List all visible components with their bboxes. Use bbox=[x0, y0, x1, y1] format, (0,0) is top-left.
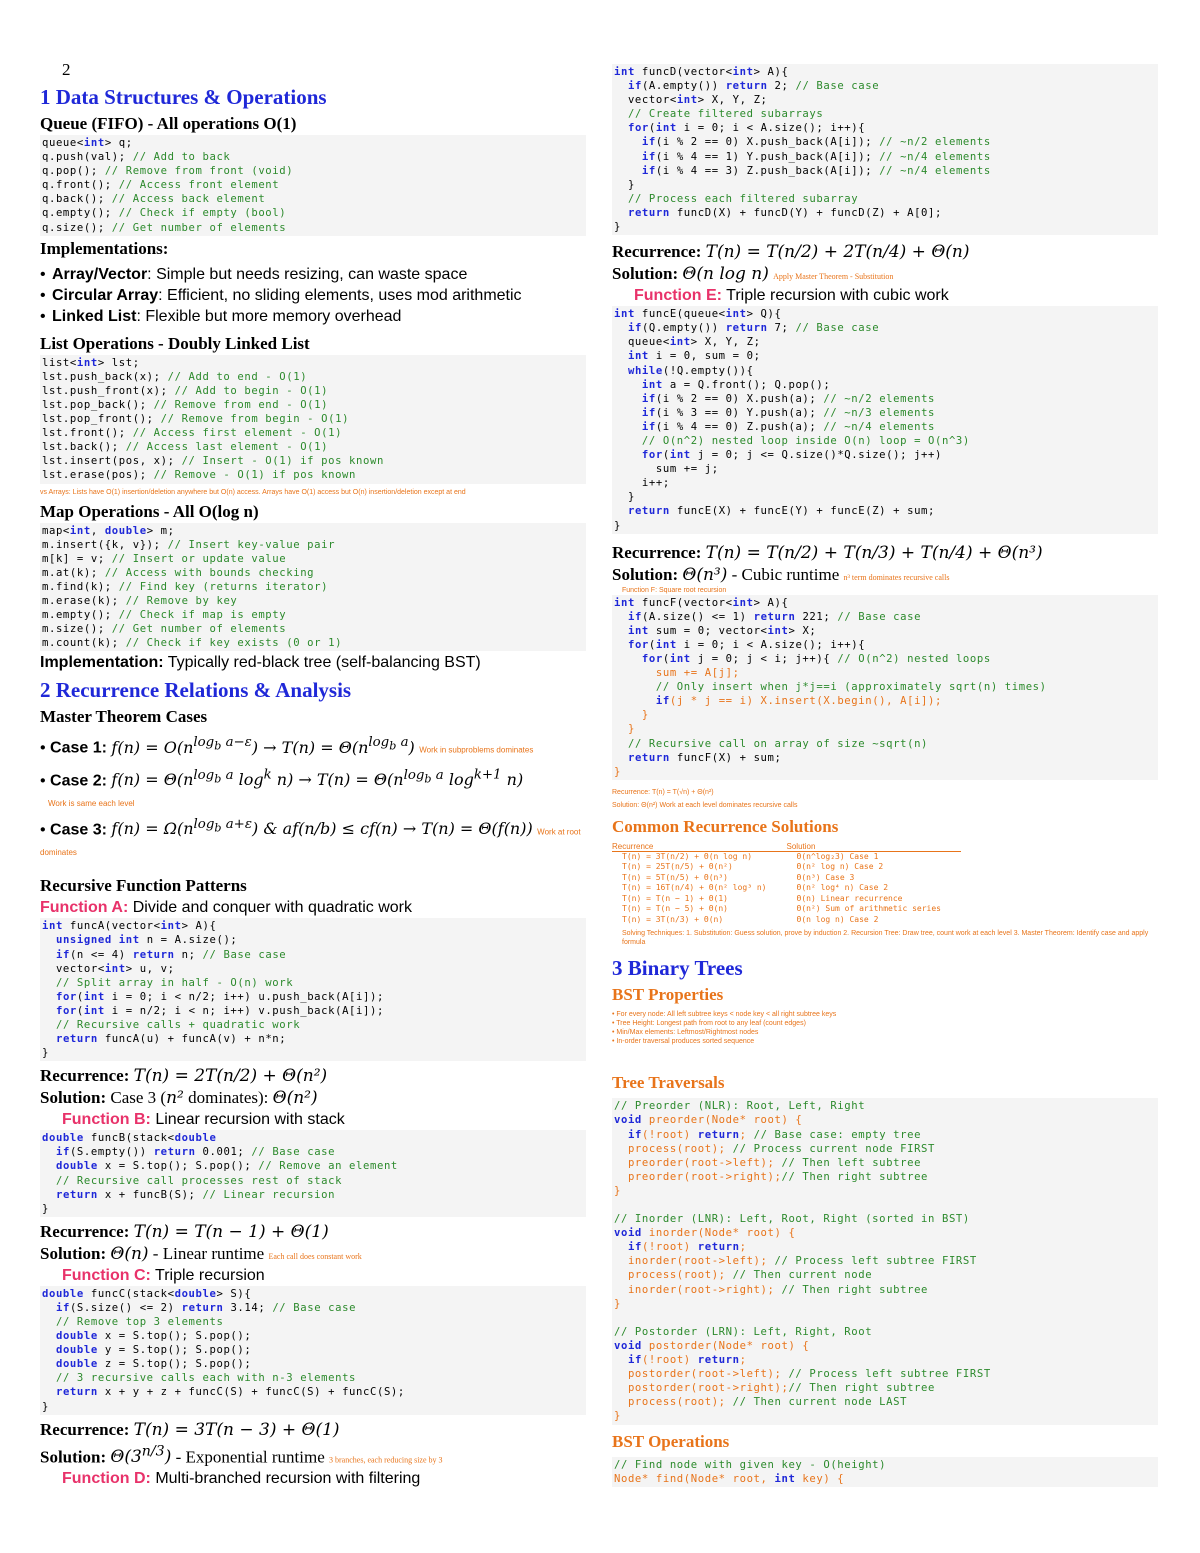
code-line: double funcC(stack<double> S){ bbox=[42, 1287, 252, 1300]
code-line: unsigned int n = A.size(); bbox=[55, 934, 238, 947]
table-header: Solution bbox=[787, 842, 962, 852]
code-line: q.front(); // Access front element bbox=[42, 179, 280, 192]
code-line: } bbox=[614, 1184, 621, 1197]
code-line: lst.back(); // Access last element - O(1) bbox=[42, 441, 329, 454]
list-vs-array-note: vs Arrays: Lists have O(1) insertion/deletion anywhere but O(n) access. Arrays have O(1) access but O(n) insertion/deletion except at end bbox=[40, 488, 466, 496]
fb-note: Each call does constant work bbox=[268, 1251, 362, 1261]
code-line: if(i % 4 == 3) Z.push_back(A[i]); // ~n/4 elements bbox=[641, 164, 991, 177]
code-line: } bbox=[627, 723, 635, 736]
code-line: inorder(root->right); // Then right subtree bbox=[614, 1283, 929, 1296]
code-line: } bbox=[614, 1297, 621, 1310]
map-ops-heading: Map Operations - All O(log n) bbox=[40, 501, 259, 521]
code-line: m[k] = v; // Insert or update value bbox=[42, 552, 287, 565]
tree-traversals-heading: Tree Traversals bbox=[612, 1073, 725, 1093]
code-line: } bbox=[614, 491, 635, 504]
code-line: int funcA(vector<int> A){ bbox=[42, 920, 217, 933]
code-line: return x + y + z + funcC(S) + funcC(S) + funcC(S); bbox=[55, 1386, 405, 1399]
code-line: // Postorder (LRN): Left, Right, Root bbox=[614, 1325, 873, 1338]
function-a-recurrence: Recurrence: T(n) = 2T(n/2) + Θ(n²) bbox=[40, 1066, 328, 1087]
code-line: for(int i = 0; i < n/2; i++) u.push_back(A[i]); bbox=[55, 990, 384, 1003]
code-line: m.empty(); // Check if map is empty bbox=[42, 609, 287, 622]
table-row: T(n) = 5T(n/5) + Θ(n³) Θ(n³) Case 3 bbox=[622, 872, 855, 882]
recurrence-label: Recurrence: bbox=[612, 242, 702, 262]
code-line: return funcA(u) + funcA(v) + n*n; bbox=[55, 1033, 287, 1046]
code-line: if(i % 4 == 1) Y.push_back(A[i]); // ~n/4 elements bbox=[641, 150, 991, 163]
code-line: vector<int> X, Y, Z; bbox=[614, 94, 768, 107]
bst-operations-heading: BST Operations bbox=[612, 1431, 730, 1451]
code-line: // Create filtered subarrays bbox=[627, 108, 824, 121]
list-item: • For every node: All left subtree keys < node key < all right subtree keys bbox=[612, 1011, 837, 1019]
code-line: int i = 0, sum = 0; bbox=[627, 350, 761, 363]
code-line: double x = S.top(); S.pop(); bbox=[55, 1330, 252, 1343]
case-3-label: Case 3: bbox=[50, 821, 107, 839]
recurrence-label: Recurrence: bbox=[612, 542, 702, 562]
common-recurrences-heading: Common Recurrence Solutions bbox=[612, 816, 839, 836]
code-line: // Inorder (LNR): Left, Root, Right (sorted in BST) bbox=[614, 1213, 970, 1226]
case-2: • Case 2: $f(n) = \Theta(n^{log_b a}$ $\log^k n) \to T(n) = \Theta(n^{log_b a}$ $\log^{k+1} n$) Work is same each level bbox=[40, 767, 524, 808]
list-item: • Tree Height: Longest path from root to any leaf (count edges) bbox=[612, 1020, 806, 1028]
code-line: q.size(); // Get number of elements bbox=[42, 221, 287, 234]
function-b-desc: Linear recursion with stack bbox=[150, 1111, 345, 1129]
code-line: void preorder(Node* root) { bbox=[614, 1114, 803, 1127]
solution-label: Solution: bbox=[40, 1447, 107, 1467]
code-line: } bbox=[614, 765, 621, 778]
function-c-recurrence: Recurrence: T(n) = 3T(n − 3) + Θ(1) bbox=[40, 1419, 340, 1440]
page-number: 2 bbox=[62, 60, 71, 79]
code-line: if(j * j == i) X.insert(X.begin(), A[i]); bbox=[655, 695, 942, 708]
code-line: sum += j; bbox=[614, 463, 719, 476]
code-line: } bbox=[614, 221, 621, 234]
code-line: // Process each filtered subarray bbox=[627, 192, 859, 205]
function-b-label: Function B: bbox=[62, 1111, 151, 1129]
code-line: queue<int> q; bbox=[42, 137, 133, 149]
code-line: map<int, double> m; bbox=[42, 524, 175, 537]
function-e-label: Function E: bbox=[634, 287, 722, 305]
function-c-heading bbox=[60, 1265, 586, 1286]
function-e-desc: Triple recursion with cubic work bbox=[721, 287, 949, 305]
code-line: int funcF(vector<int> A){ bbox=[614, 596, 789, 609]
code-line: m.size(); // Get number of elements bbox=[42, 623, 287, 636]
case-2-note: Work is same each level bbox=[48, 799, 135, 808]
recurrence-label: Recurrence: bbox=[40, 1419, 130, 1439]
solution-label: Solution: bbox=[612, 564, 679, 584]
map-impl-label: Implementation: bbox=[40, 654, 164, 672]
code-line: int funcE(queue<int> Q){ bbox=[614, 308, 782, 321]
section-title-binary-trees: 3 Binary Trees bbox=[612, 956, 743, 981]
code-line: double z = S.top(); S.pop(); bbox=[55, 1358, 252, 1371]
case-3: • Case 3: $f(n) = \Omega(n^{log_b a+\varepsilon})$ & af(n/b) ≤ cf(n) → T(n) = Θ(f(n)) Work at root dominates bbox=[40, 817, 581, 858]
function-d-code bbox=[612, 64, 1158, 235]
function-f-code bbox=[612, 595, 1158, 780]
solution-label: Solution: bbox=[40, 1088, 107, 1108]
function-d-desc: Multi-branched recursion with filtering bbox=[150, 1470, 421, 1488]
code-line: // Remove top 3 elements bbox=[55, 1316, 224, 1329]
implementations-list bbox=[40, 264, 586, 327]
code-line: double x = S.top(); S.pop(); // Remove an element bbox=[55, 1160, 398, 1173]
code-line: } bbox=[641, 709, 649, 722]
code-line: process(root); // Then current node LAST bbox=[614, 1396, 908, 1409]
implementations-heading: Implementations: bbox=[40, 238, 169, 258]
function-a-label: Function A: bbox=[40, 899, 129, 917]
function-f-solution: Solution: Θ(n²) Work at each level dominates recursive calls bbox=[612, 801, 798, 809]
queue-code-block bbox=[40, 135, 586, 236]
recurrence-table bbox=[612, 842, 961, 926]
function-e-solution: Solution: Θ(n³) - Cubic runtime n³ term dominates recursive calls bbox=[612, 564, 950, 585]
code-line: return funcF(X) + sum; bbox=[627, 751, 782, 764]
function-d-label: Function D: bbox=[62, 1470, 151, 1488]
table-row: T(n) = T(n − 5) + Θ(n) Θ(n²) Sum of arithmetic series bbox=[622, 904, 941, 914]
code-line: if(A.size() <= 1) return 221; // Base case bbox=[627, 610, 922, 623]
code-line: if(!root) return; bbox=[627, 1354, 747, 1367]
code-line: void inorder(Node* root) { bbox=[614, 1227, 796, 1240]
table-row: T(n) = 3T(n/2) + Θ(n log n) Θ(n^log₂3) Case 1 bbox=[622, 851, 879, 861]
function-d-heading bbox=[60, 1468, 586, 1489]
code-line: lst.push_back(x); // Add to end - O(1) bbox=[42, 370, 308, 383]
code-line: // Recursive call on array of size ~sqrt(n) bbox=[627, 737, 929, 750]
code-line: int a = Q.front(); Q.pop(); bbox=[641, 378, 831, 391]
function-e-heading bbox=[632, 285, 1158, 306]
left-column bbox=[40, 60, 586, 1489]
code-line: } bbox=[42, 1047, 49, 1060]
code-line: return x + funcB(S); // Linear recursion bbox=[55, 1188, 336, 1201]
code-line: return funcE(X) + funcE(Y) + funcE(Z) + sum; bbox=[627, 505, 936, 518]
table-row: T(n) = T(n − 1) + Θ(1) Θ(n) Linear recurrence bbox=[622, 893, 903, 903]
map-code-block bbox=[40, 523, 586, 652]
code-line: q.empty(); // Check if empty (bool) bbox=[42, 207, 287, 220]
code-line: if(A.empty()) return 2; // Base case bbox=[627, 80, 880, 93]
code-line: if(!root) return; // Base case: empty tree bbox=[627, 1128, 922, 1141]
code-line: for(int i = 0; i < A.size(); i++){ bbox=[627, 122, 866, 135]
code-line: if(i % 2 == 0) X.push(a); // ~n/2 elements bbox=[641, 392, 936, 405]
function-c-code bbox=[40, 1286, 586, 1415]
function-d-recurrence: Recurrence: T(n) = T(n/2) + 2T(n/4) + Θ(n) bbox=[612, 242, 970, 263]
code-line: // Find node with given key - O(height) bbox=[614, 1458, 887, 1471]
code-line: m.erase(k); // Remove by key bbox=[42, 594, 238, 607]
code-line: if(!root) return; bbox=[627, 1241, 747, 1254]
fa-sol-text: Case 3 ( bbox=[106, 1088, 167, 1108]
code-line: lst.pop_front(); // Remove from begin - O(1) bbox=[42, 413, 350, 426]
code-line: void postorder(Node* root) { bbox=[614, 1339, 810, 1352]
code-line: } bbox=[614, 178, 635, 191]
right-column bbox=[612, 64, 1158, 1487]
code-line: } bbox=[614, 1410, 621, 1423]
function-a-heading bbox=[40, 897, 586, 918]
case-1-label: Case 1: bbox=[50, 739, 107, 757]
code-line: int sum = 0; vector<int> X; bbox=[627, 624, 817, 637]
table-row: T(n) = 25T(n/5) + Θ(n²) Θ(n² log n) Case 2 bbox=[622, 862, 884, 872]
function-c-solution: Solution: $\Theta(3^{n/3})$ - Exponential runtime 3 branches, each reducing size by 3 bbox=[40, 1443, 443, 1468]
code-line: for(int j = 0; j < i; j++){ // O(n^2) nested loops bbox=[641, 653, 991, 665]
map-impl-text: Typically red-black tree (self-balancing BST) bbox=[163, 654, 481, 672]
code-line: // 3 recursive calls each with n-3 elements bbox=[55, 1372, 357, 1385]
bst-properties-list bbox=[612, 1010, 1158, 1046]
table-row: T(n) = 16T(n/4) + Θ(n² log³ n) Θ(n² log⁴ n) Case 2 bbox=[622, 883, 889, 893]
function-f-heading: Function F: Square root recursion bbox=[622, 586, 727, 594]
code-line: preorder(root->right);// Then right subtree bbox=[614, 1170, 929, 1183]
code-line: preorder(root->left); // Then left subtree bbox=[614, 1156, 922, 1169]
function-c-desc: Triple recursion bbox=[150, 1266, 265, 1284]
code-line: list<int> lst; bbox=[42, 356, 140, 369]
queue-heading: Queue (FIFO) - All operations O(1) bbox=[40, 114, 297, 133]
fc-note: 3 branches, each reducing size by 3 bbox=[329, 1455, 443, 1465]
code-line: lst.insert(pos, x); // Insert - O(1) if pos known bbox=[42, 455, 384, 468]
fc-sol-text: - Exponential runtime bbox=[171, 1447, 325, 1467]
recurrence-label: Recurrence: bbox=[40, 1066, 130, 1086]
code-line: if(i % 4 == 0) Z.push(a); // ~n/4 elements bbox=[641, 420, 936, 433]
code-line: m.insert({k, v}); // Insert key-value pair bbox=[42, 538, 336, 551]
section-title-recurrence: 2 Recurrence Relations & Analysis bbox=[40, 678, 352, 703]
code-line: inorder(root->left); // Process left subtree FIRST bbox=[614, 1255, 977, 1268]
case-1: • Case 1: $f(n) = O(n^{log_b a-\varepsilon}) \to T(n) = \Theta(n^{log_b a})$ Work in subproblems dominates bbox=[40, 735, 534, 757]
code-line: for(int j = 0; j <= Q.size()*Q.size(); j++) bbox=[641, 449, 942, 462]
solution-label: Solution: bbox=[612, 264, 679, 284]
code-line: if(i % 3 == 0) Y.push(a); // ~n/3 elements bbox=[641, 406, 936, 419]
table-header: Recurrence bbox=[612, 842, 787, 852]
code-line: postorder(root->left); // Process left subtree FIRST bbox=[614, 1368, 991, 1381]
code-line bbox=[614, 1198, 1156, 1212]
function-b-recurrence: Recurrence: T(n) = T(n − 1) + Θ(1) bbox=[40, 1221, 329, 1242]
code-line: while(!Q.empty()){ bbox=[627, 364, 754, 377]
code-line: } bbox=[42, 1400, 49, 1413]
code-line bbox=[614, 1311, 1156, 1325]
function-a-solution: Solution: Case 3 (n² dominates): Θ(n²) bbox=[40, 1088, 318, 1109]
code-line: q.back(); // Access back element bbox=[42, 193, 266, 206]
case-2-label: Case 2: bbox=[50, 772, 107, 789]
list-code-block bbox=[40, 355, 586, 484]
code-line: process(root); // Process current node FIRST bbox=[614, 1142, 936, 1155]
code-line: for(int i = n/2; i < n; i++) v.push_back(A[i]); bbox=[55, 1004, 384, 1017]
fe-sol-text: - Cubic runtime bbox=[727, 564, 840, 584]
code-line: vector<int> u, v; bbox=[42, 962, 175, 975]
bst-operations-code bbox=[612, 1457, 1158, 1487]
solving-techniques: Solving Techniques: 1. Substitution: Guess solution, prove by induction 2. Recursion Tree: Draw tree, count work at each level 3. Master Theorem: Identify case and apply formula bbox=[622, 930, 1149, 947]
solution-label: Solution: bbox=[40, 1243, 107, 1263]
code-line: // Recursive calls + quadratic work bbox=[55, 1018, 301, 1031]
code-line: double funcB(stack<double bbox=[42, 1132, 217, 1145]
fa-sol-text2: dominates): bbox=[183, 1088, 273, 1108]
code-line: lst.pop_back(); // Remove from end - O(1) bbox=[42, 398, 329, 411]
code-line: // Preorder (NLR): Root, Left, Right bbox=[614, 1100, 866, 1113]
code-line: int funcD(vector<int> A){ bbox=[614, 66, 789, 78]
code-line: // Split array in half - O(n) work bbox=[55, 976, 294, 989]
code-line: if(S.size() <= 2) return 3.14; // Base case bbox=[55, 1301, 357, 1314]
code-line: double y = S.top(); S.pop(); bbox=[55, 1344, 252, 1357]
list-item: • In-order traversal produces sorted sequence bbox=[612, 1038, 755, 1046]
code-line: process(root); // Then current node bbox=[614, 1269, 873, 1282]
list-item: • Array/Vector: Simple but needs resizing, can waste space bbox=[40, 264, 586, 285]
patterns-heading: Recursive Function Patterns bbox=[40, 876, 247, 896]
code-line: lst.front(); // Access first element - O(1) bbox=[42, 427, 343, 440]
list-item: • Min/Max elements: Leftmost/Rightmost nodes bbox=[612, 1029, 759, 1037]
code-line: // Only insert when j*j==i (approximately sqrt(n) times) bbox=[655, 681, 1047, 694]
code-line: m.find(k); // Find key (returns iterator) bbox=[42, 580, 329, 593]
code-line: i++; bbox=[614, 477, 670, 490]
code-line: // Recursive call processes rest of stack bbox=[55, 1174, 343, 1187]
fd-note: Apply Master Theorem - Substitution bbox=[773, 272, 894, 282]
function-e-code bbox=[612, 306, 1158, 534]
code-line: for(int i = 0; i < A.size(); i++){ bbox=[627, 638, 866, 651]
function-f-recurrence: Recurrence: T(n) = T(√n) + Θ(n²) bbox=[612, 788, 714, 796]
code-line: if(S.empty()) return 0.001; // Base case bbox=[55, 1146, 336, 1159]
code-line: m.count(k); // Check if key exists (0 or 1) bbox=[42, 637, 343, 650]
function-a-desc: Divide and conquer with quadratic work bbox=[128, 899, 412, 917]
code-line: sum += A[j]; bbox=[655, 667, 740, 680]
code-line: if(Q.empty()) return 7; // Base case bbox=[627, 322, 880, 335]
code-line: } bbox=[614, 519, 621, 532]
fb-sol-text: - Linear runtime bbox=[148, 1243, 265, 1263]
fe-note: n³ term dominates recursive calls bbox=[843, 572, 950, 582]
code-line: if(i % 2 == 0) X.push_back(A[i]); // ~n/2 elements bbox=[641, 136, 991, 149]
function-c-label: Function C: bbox=[62, 1266, 151, 1284]
code-line: // O(n^2) nested loop inside O(n) loop = O(n^3) bbox=[641, 434, 970, 447]
code-line: queue<int> X, Y, Z; bbox=[614, 336, 761, 349]
list-item: • Linked List: Flexible but more memory overhead bbox=[40, 306, 586, 327]
map-implementation bbox=[40, 653, 586, 673]
code-line: postorder(root->right);// Then right subtree bbox=[614, 1382, 935, 1395]
tree-traversals-code bbox=[612, 1098, 1158, 1424]
function-b-solution: Solution: Θ(n) - Linear runtime Each call does constant work bbox=[40, 1243, 362, 1264]
code-line: lst.push_front(x); // Add to begin - O(1) bbox=[42, 384, 329, 397]
code-line: m.at(k); // Access with bounds checking bbox=[42, 566, 315, 579]
function-b-code bbox=[40, 1130, 586, 1217]
code-line: Node* find(Node* root, int key) { bbox=[614, 1472, 845, 1485]
list-ops-heading: List Operations - Doubly Linked List bbox=[40, 333, 310, 353]
function-e-recurrence: Recurrence: T(n) = T(n/2) + T(n/3) + T(n/4) + Θ(n³) bbox=[612, 542, 1043, 563]
list-item: • Circular Array: Efficient, no sliding elements, uses mod arithmetic bbox=[40, 285, 586, 306]
master-theorem-heading: Master Theorem Cases bbox=[40, 707, 208, 727]
function-d-solution: Solution: Θ(n log n) Apply Master Theorem - Substitution bbox=[612, 264, 894, 285]
recurrence-label: Recurrence: bbox=[40, 1221, 130, 1241]
bst-properties-heading: BST Properties bbox=[612, 985, 724, 1005]
code-line: } bbox=[42, 1202, 49, 1215]
code-line: return funcD(X) + funcD(Y) + funcD(Z) + A[0]; bbox=[627, 206, 942, 219]
code-line: lst.erase(pos); // Remove - O(1) if pos known bbox=[42, 469, 357, 482]
case-1-note: Work in subproblems dominates bbox=[419, 745, 534, 755]
section-title-data-structures: 1 Data Structures & Operations bbox=[40, 85, 327, 109]
table-row: T(n) = 3T(n/3) + Θ(n) Θ(n log n) Case 2 bbox=[622, 914, 879, 924]
function-a-code bbox=[40, 918, 586, 1061]
code-line: q.push(val); // Add to back bbox=[42, 151, 231, 164]
code-line: q.pop(); // Remove from front (void) bbox=[42, 165, 294, 178]
case-3-note: Work at root dominates bbox=[40, 827, 581, 858]
function-b-heading bbox=[60, 1109, 586, 1130]
code-line: if(n <= 4) return n; // Base case bbox=[55, 948, 287, 961]
